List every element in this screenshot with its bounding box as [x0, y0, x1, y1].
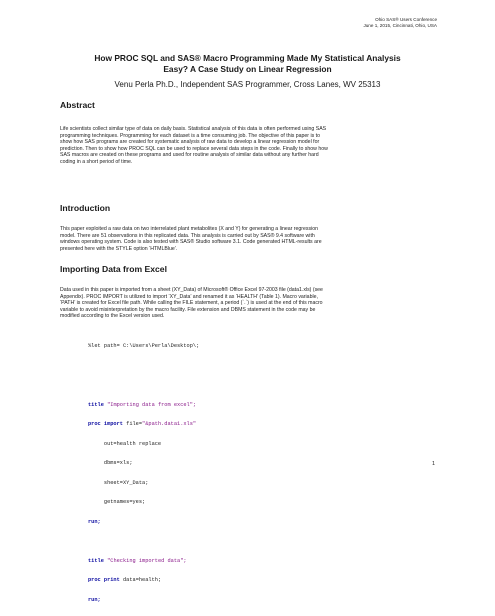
introduction-text	[60, 226, 438, 252]
conference-header	[363, 17, 437, 29]
abstract-line: programming techniques. Programming for each dataset is a time consuming job. The objective of this paper is to	[60, 132, 320, 139]
importing-line: variable to avoid misinterpretation by the macro facility. File extension and DBMS statement in the code may be	[60, 306, 316, 313]
code-keyword: proc print	[88, 577, 120, 583]
importing-heading: Importing Data from Excel	[60, 264, 167, 274]
importing-line: Data used in this paper is imported from a sheet (XY_Data) of Microsoft® Office Excel 97-2003 file (data1.xls) (see	[60, 287, 323, 293]
paper-title-line-1: How PROC SQL and SAS® Macro Programming Made My Statistical Analysis	[94, 53, 401, 63]
introduction-line: This paper exploited a raw data on two interrelated plant metabolites (X and Y) for generating a linear regression	[60, 226, 318, 232]
introduction-heading: Introduction	[60, 203, 111, 213]
importing-line: ‘PATH’ is created for Excel file path. While calling the FILE statement, a period (`.`) is used at the end of this macro	[60, 300, 323, 307]
page-number: 1	[432, 461, 436, 467]
code-keyword: title	[88, 401, 104, 408]
code-string: "&path.data1.xls"	[142, 421, 197, 427]
abstract-line: Life scientists collect similar type of data on daily basis. Statistical analysis of this data is often performed using SAS	[60, 126, 327, 132]
code-text: data=health;	[119, 577, 162, 583]
code-line-let: %let path= C:\Users\Perla\Desktop\;	[88, 343, 200, 349]
abstract-line: show how SAS programs are created for systematic analysis of raw data to develop a linear regression model for	[60, 139, 320, 146]
paper-title-line-2: Easy? A Case Study on Linear Regression	[163, 64, 332, 74]
code-text: sheet=XY_Data;	[88, 479, 149, 486]
code-keyword: title	[88, 557, 104, 564]
introduction-line: windows operating system. Code is also tested with SAS® Studio software 3.1. Code generated HTML-results are	[60, 239, 322, 246]
abstract-line: SAS macros are created on these programs and used for routine analysis of similar data without any further hard	[60, 152, 319, 159]
code-string: "Importing data from excel";	[103, 401, 197, 408]
code-keyword: run;	[88, 518, 101, 525]
importing-line: modified according to the Excel version used.	[60, 313, 165, 320]
paper-title	[60, 53, 435, 75]
sas-code-block	[88, 330, 199, 616]
conference-date-location: June 1, 2015, Cincinnati, Ohio, USA	[363, 23, 437, 28]
abstract-heading: Abstract	[60, 100, 95, 110]
conference-name: Ohio SAS® Users Conference	[375, 17, 437, 22]
abstract-line: coding in a short period of time.	[60, 158, 133, 165]
introduction-line: presented here with the STYLE option ‘HTMLBlue’.	[60, 245, 178, 252]
code-string: "Checking imported data";	[103, 557, 187, 564]
abstract-text	[60, 126, 438, 166]
code-keyword: proc import	[88, 421, 123, 427]
code-text: out=health replace	[88, 440, 162, 447]
introduction-line: model. There are 51 observations in this replicated data. This analysis is carried out by SAS® 9.4 software with	[60, 232, 315, 239]
code-keyword: run;	[88, 596, 101, 603]
author-line: Venu Perla Ph.D., Independent SAS Programmer, Cross Lanes, WV 25313	[114, 80, 381, 89]
abstract-line: prediction. Then to show how PROC SQL can be used to replace several data steps in the code. Finally to show how	[60, 145, 328, 152]
code-text: file=	[122, 421, 143, 427]
importing-line: Appendix). PROC IMPORT is utilized to import ‘XY_Data’ and renamed it as ‘HEALTH’ (Table 1). Macro variable,	[60, 293, 318, 300]
importing-text	[60, 287, 438, 320]
code-text: dbms=xls;	[88, 460, 133, 466]
code-text: getnames=yes;	[88, 499, 146, 505]
